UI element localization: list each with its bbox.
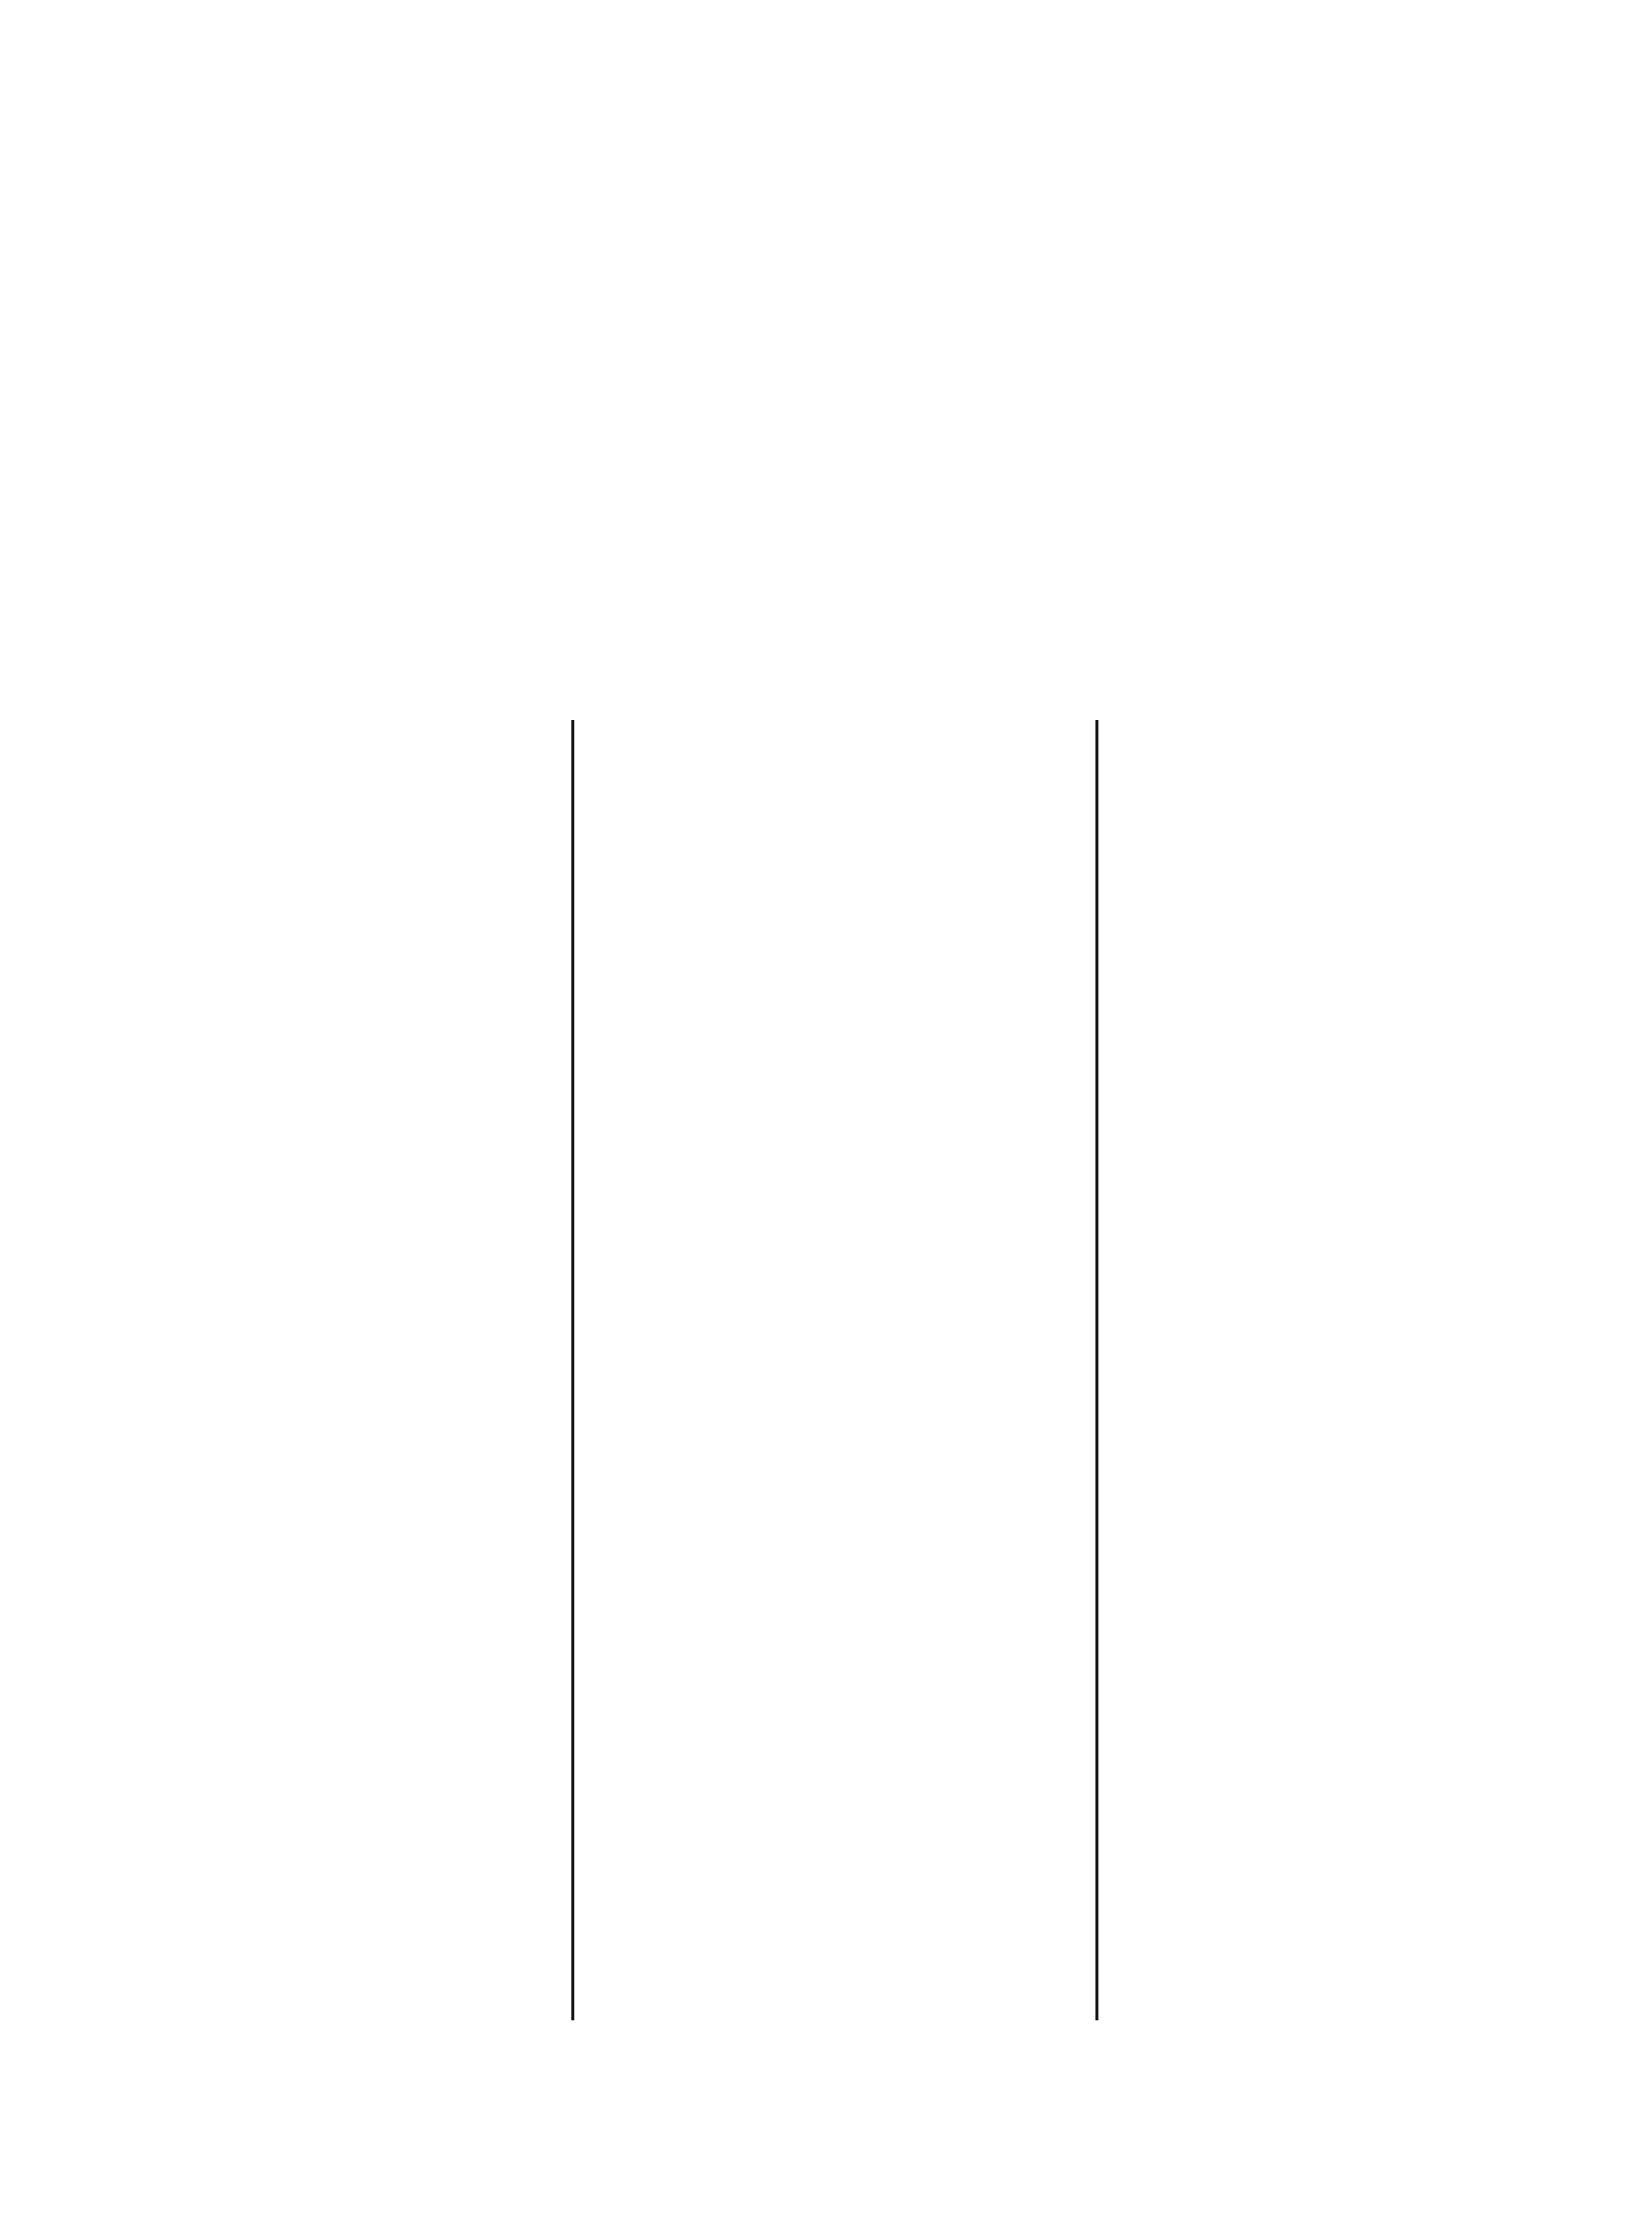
article-column-2	[592, 720, 1080, 759]
article-column-3	[1115, 720, 1603, 759]
article-column-1	[64, 720, 552, 725]
column-rule-2	[1095, 720, 1098, 2020]
column-rule-1	[571, 720, 574, 2020]
